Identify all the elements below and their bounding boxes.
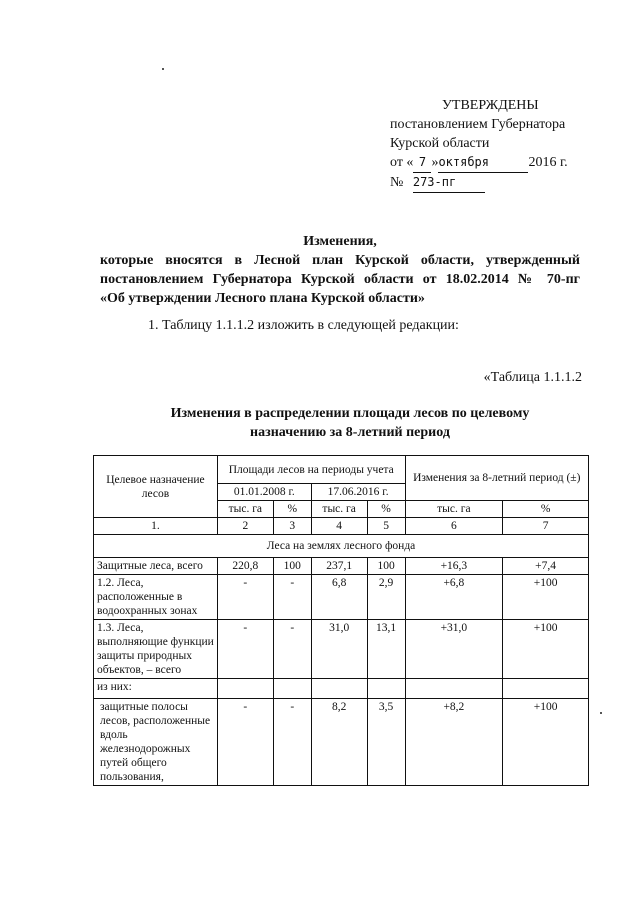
header-date-2008: 01.01.2008 г. xyxy=(217,484,311,501)
table-row: из них: xyxy=(94,679,589,699)
unit-cell: % xyxy=(503,501,589,518)
instruction-paragraph: 1. Таблицу 1.1.1.2 изложить в следующей редакции: xyxy=(148,318,459,333)
unit-cell: тыс. га xyxy=(217,501,273,518)
column-number: 3 xyxy=(273,518,311,535)
forest-area-table xyxy=(93,455,589,786)
column-number: 2 xyxy=(217,518,273,535)
unit-cell: тыс. га xyxy=(311,501,367,518)
approval-region: Курской области xyxy=(390,136,490,151)
column-number: 4 xyxy=(311,518,367,535)
column-number: 7 xyxy=(503,518,589,535)
approval-date: от « 7 »октября 2016 г. xyxy=(390,153,610,173)
table-row: защитные полосы лесов, расположенные вдоль железнодорожных путей общего пользования, - - 8,2 3,5 +8,2 +100 xyxy=(94,699,589,786)
table-row: 1.2. Леса, расположенные в водоохранных зонах - - 6,8 2,9 +6,8 +100 xyxy=(94,575,589,620)
approval-heading: УТВЕРЖДЕНЫ xyxy=(442,98,539,113)
approval-number: № 273-пг xyxy=(390,173,610,193)
table-caption: «Таблица 1.1.1.2 xyxy=(483,370,582,385)
header-areas: Площади лесов на периоды учета xyxy=(217,456,405,484)
column-number: 5 xyxy=(367,518,405,535)
header-date-2016: 17.06.2016 г. xyxy=(311,484,405,501)
section-header: Леса на землях лесного фонда xyxy=(94,535,589,558)
document-title: Изменения, которые вносятся в Лесной план Курской области, утвержденный постановлением Губернатора Курской области от 18.02.2014 № 70-пг «Об утверждении Лесного плана Курской области» xyxy=(100,234,580,306)
unit-cell: % xyxy=(273,501,311,518)
date-year: 2016 г. xyxy=(528,155,568,170)
decree-number: 273-пг xyxy=(413,173,485,193)
column-number: 6 xyxy=(405,518,503,535)
unit-cell: тыс. га xyxy=(405,501,503,518)
table-title: Изменения в распределении площади лесов по целевому назначению за 8-летний период xyxy=(170,406,530,440)
approval-stamp xyxy=(390,96,610,193)
scan-speck xyxy=(162,68,164,70)
header-changes: Изменения за 8-летний период (±) xyxy=(405,456,588,501)
scan-speck xyxy=(600,712,602,714)
approval-decree: постановлением Губернатора xyxy=(390,117,566,132)
header-purpose: Целевое назначение лесов xyxy=(94,456,218,518)
table-row: Защитные леса, всего 220,8 100 237,1 100 +16,3 +7,4 xyxy=(94,558,589,575)
date-month: октября xyxy=(438,153,528,173)
column-number: 1. xyxy=(94,518,218,535)
unit-cell: % xyxy=(367,501,405,518)
date-day: 7 xyxy=(413,153,431,173)
table-row: 1.3. Леса, выполняющие функции защиты природных объектов, – всего - - 31,0 13,1 +31,0 +100 xyxy=(94,620,589,679)
